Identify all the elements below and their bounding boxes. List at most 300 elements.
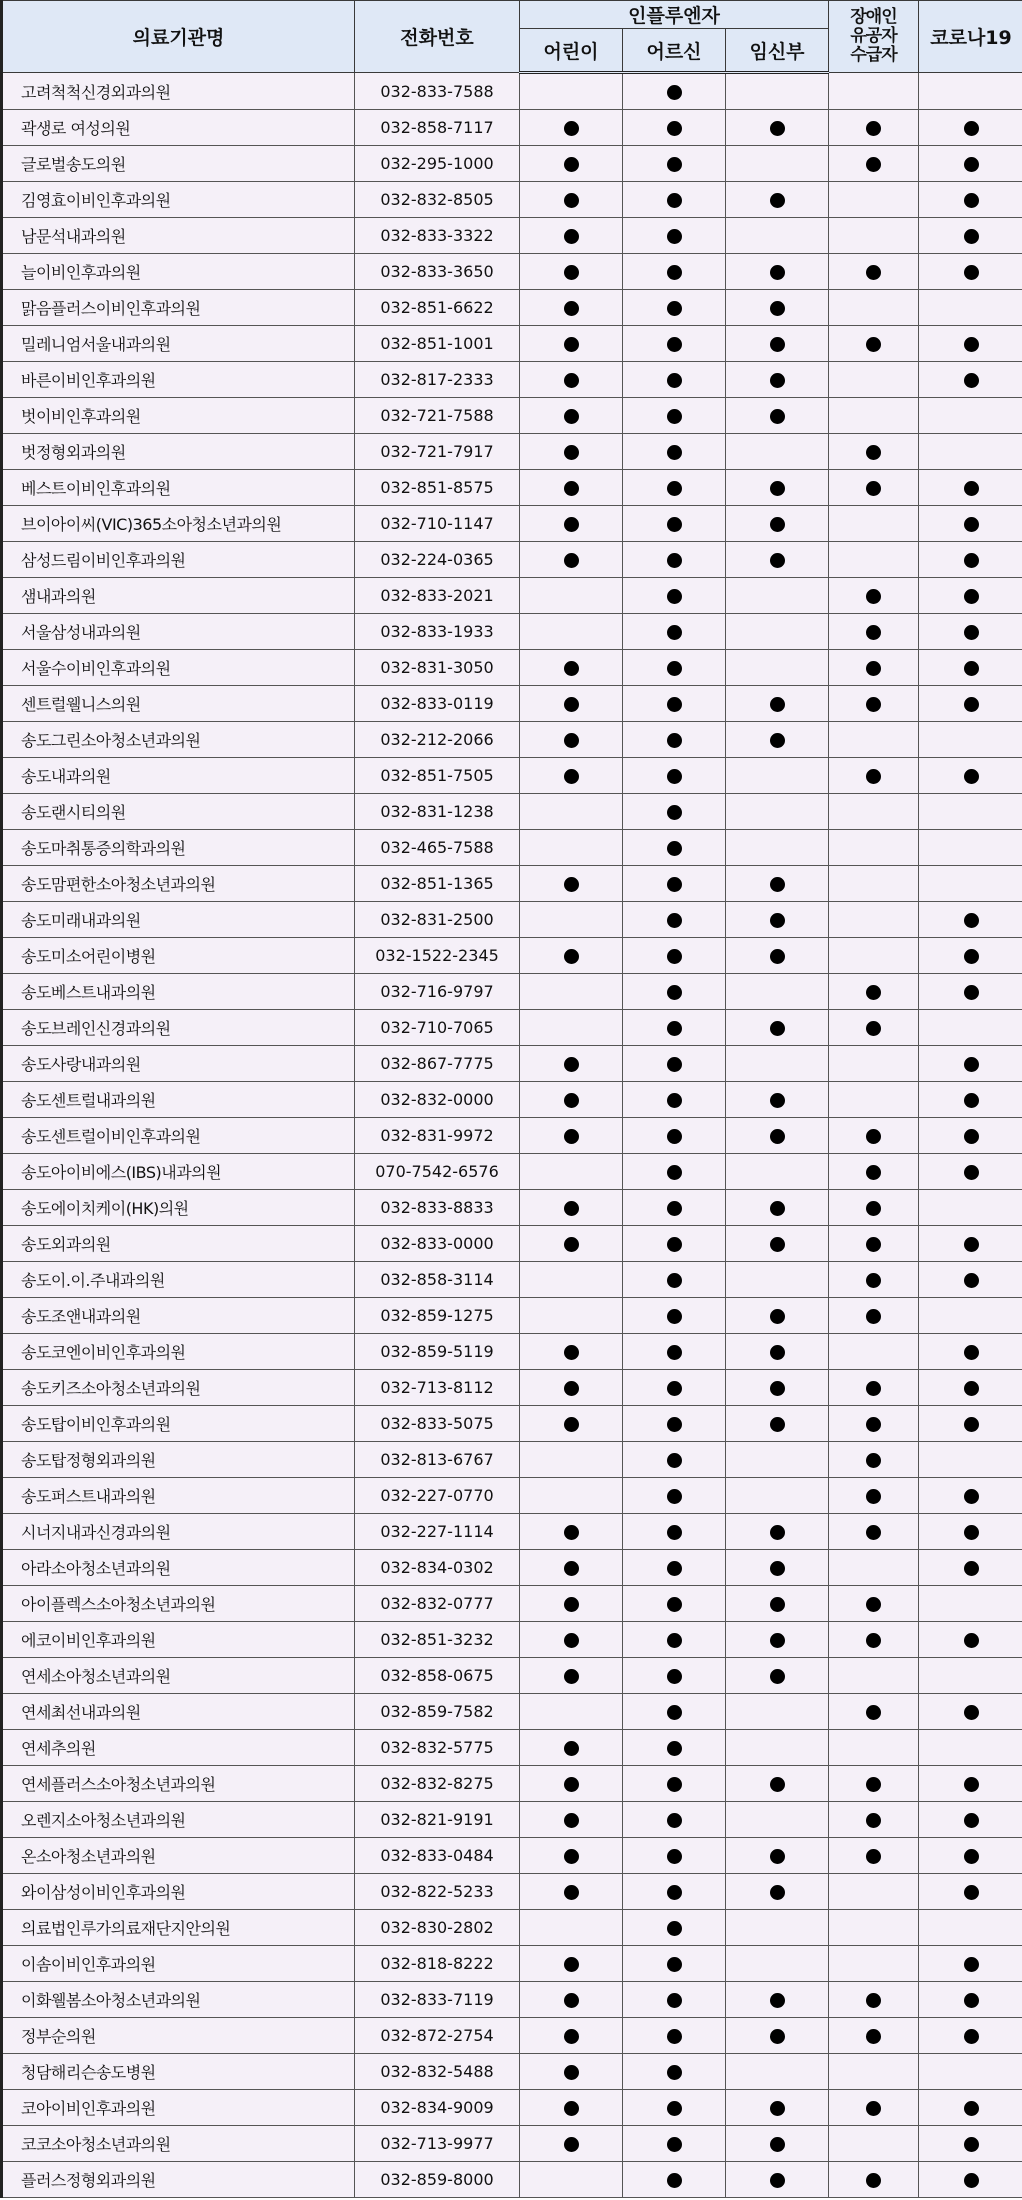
table-row	[2, 1046, 1022, 1082]
header-child: 어린이	[520, 29, 623, 73]
filled-dot-icon	[866, 2173, 881, 2188]
mark-pregnant-cell	[726, 830, 829, 866]
clinic-name: 글로벌송도의원	[2, 146, 355, 182]
clinic-phone: 032-833-0119	[355, 686, 520, 722]
filled-dot-icon	[866, 589, 881, 604]
mark-pregnant-cell	[726, 794, 829, 830]
table-row	[2, 1262, 1022, 1298]
table-row	[2, 938, 1022, 974]
mark-covid-cell	[919, 2054, 1022, 2090]
header-covid: 코로나19	[919, 1, 1022, 73]
table-row	[2, 1442, 1022, 1478]
table-row	[2, 1478, 1022, 1514]
mark-pregnant-cell	[726, 254, 829, 290]
mark-child-cell	[520, 1406, 623, 1442]
filled-dot-icon	[564, 2137, 579, 2152]
header-phone: 전화번호	[355, 1, 520, 73]
clinic-phone: 032-832-8275	[355, 1766, 520, 1802]
table-row	[2, 1838, 1022, 1874]
mark-pregnant-cell	[726, 1550, 829, 1586]
mark-disabled-cell	[829, 1190, 919, 1226]
clinic-name: 오렌지소아청소년과의원	[2, 1802, 355, 1838]
mark-covid-cell	[919, 2162, 1022, 2198]
filled-dot-icon	[964, 949, 979, 964]
mark-covid-cell	[919, 1658, 1022, 1694]
mark-pregnant-cell	[726, 398, 829, 434]
mark-disabled-cell	[829, 1766, 919, 1802]
mark-disabled-cell	[829, 794, 919, 830]
mark-covid-cell	[919, 1910, 1022, 1946]
mark-disabled-cell	[829, 1874, 919, 1910]
clinic-phone: 032-818-8222	[355, 1946, 520, 1982]
mark-disabled-cell	[829, 1298, 919, 1334]
filled-dot-icon	[667, 2137, 682, 2152]
mark-covid-cell	[919, 1946, 1022, 1982]
mark-disabled-cell	[829, 470, 919, 506]
mark-adult-cell	[623, 794, 726, 830]
filled-dot-icon	[964, 481, 979, 496]
mark-child-cell	[520, 902, 623, 938]
clinic-name: 에코이비인후과의원	[2, 1622, 355, 1658]
mark-pregnant-cell	[726, 182, 829, 218]
mark-pregnant-cell	[726, 362, 829, 398]
mark-adult-cell	[623, 758, 726, 794]
mark-child-cell	[520, 146, 623, 182]
mark-child-cell	[520, 1694, 623, 1730]
filled-dot-icon	[564, 1345, 579, 1360]
table-row	[2, 1406, 1022, 1442]
table-row	[2, 1082, 1022, 1118]
mark-pregnant-cell	[726, 1838, 829, 1874]
clinic-phone: 032-465-7588	[355, 830, 520, 866]
mark-pregnant-cell	[726, 1406, 829, 1442]
clinic-phone: 032-224-0365	[355, 542, 520, 578]
mark-disabled-cell	[829, 650, 919, 686]
mark-disabled-cell	[829, 2162, 919, 2198]
filled-dot-icon	[866, 1849, 881, 1864]
clinic-name: 연세소아청소년과의원	[2, 1658, 355, 1694]
mark-adult-cell	[623, 434, 726, 470]
filled-dot-icon	[667, 2101, 682, 2116]
mark-disabled-cell	[829, 254, 919, 290]
clinic-phone: 032-1522-2345	[355, 938, 520, 974]
mark-covid-cell	[919, 2018, 1022, 2054]
mark-disabled-cell	[829, 1982, 919, 2018]
clinic-name: 삼성드림이비인후과의원	[2, 542, 355, 578]
clinic-phone: 032-721-7917	[355, 434, 520, 470]
filled-dot-icon	[667, 121, 682, 136]
table-row	[2, 650, 1022, 686]
mark-child-cell	[520, 686, 623, 722]
mark-disabled-cell	[829, 110, 919, 146]
filled-dot-icon	[667, 2029, 682, 2044]
filled-dot-icon	[866, 1813, 881, 1828]
mark-disabled-cell	[829, 1262, 919, 1298]
filled-dot-icon	[667, 1273, 682, 1288]
filled-dot-icon	[964, 229, 979, 244]
mark-pregnant-cell	[726, 1298, 829, 1334]
mark-pregnant-cell	[726, 1874, 829, 1910]
filled-dot-icon	[564, 697, 579, 712]
mark-child-cell	[520, 506, 623, 542]
filled-dot-icon	[667, 193, 682, 208]
filled-dot-icon	[564, 1597, 579, 1612]
mark-covid-cell	[919, 506, 1022, 542]
mark-covid-cell	[919, 614, 1022, 650]
mark-pregnant-cell	[726, 1082, 829, 1118]
clinic-name: 이화웰봄소아청소년과의원	[2, 1982, 355, 2018]
mark-pregnant-cell	[726, 1622, 829, 1658]
table-row	[2, 2018, 1022, 2054]
filled-dot-icon	[667, 1813, 682, 1828]
mark-disabled-cell	[829, 686, 919, 722]
mark-child-cell	[520, 1982, 623, 2018]
mark-child-cell	[520, 1010, 623, 1046]
filled-dot-icon	[564, 661, 579, 676]
filled-dot-icon	[667, 517, 682, 532]
mark-disabled-cell	[829, 326, 919, 362]
filled-dot-icon	[564, 1813, 579, 1828]
table-row	[2, 794, 1022, 830]
clinic-phone: 032-858-3114	[355, 1262, 520, 1298]
mark-child-cell	[520, 1118, 623, 1154]
table-row	[2, 1982, 1022, 2018]
mark-pregnant-cell	[726, 1226, 829, 1262]
mark-adult-cell	[623, 722, 726, 758]
clinic-phone: 032-859-1275	[355, 1298, 520, 1334]
filled-dot-icon	[770, 193, 785, 208]
mark-disabled-cell	[829, 1838, 919, 1874]
mark-child-cell	[520, 1910, 623, 1946]
mark-covid-cell	[919, 578, 1022, 614]
mark-covid-cell	[919, 1334, 1022, 1370]
clinic-phone: 032-831-9972	[355, 1118, 520, 1154]
mark-adult-cell	[623, 1406, 726, 1442]
filled-dot-icon	[964, 1813, 979, 1828]
mark-pregnant-cell	[726, 1010, 829, 1046]
mark-child-cell	[520, 326, 623, 362]
mark-adult-cell	[623, 866, 726, 902]
clinic-name: 정부순의원	[2, 2018, 355, 2054]
filled-dot-icon	[866, 1633, 881, 1648]
clinic-phone: 032-822-5233	[355, 1874, 520, 1910]
table-row	[2, 146, 1022, 182]
table-row	[2, 2126, 1022, 2162]
filled-dot-icon	[667, 733, 682, 748]
filled-dot-icon	[964, 1525, 979, 1540]
clinic-phone: 032-721-7588	[355, 398, 520, 434]
mark-disabled-cell	[829, 1118, 919, 1154]
mark-covid-cell	[919, 1478, 1022, 1514]
clinic-name: 베스트이비인후과의원	[2, 470, 355, 506]
mark-adult-cell	[623, 1874, 726, 1910]
mark-child-cell	[520, 1082, 623, 1118]
mark-disabled-cell	[829, 1406, 919, 1442]
mark-disabled-cell	[829, 938, 919, 974]
clinic-name: 송도탑이비인후과의원	[2, 1406, 355, 1442]
clinic-phone: 032-833-0484	[355, 1838, 520, 1874]
mark-covid-cell	[919, 1514, 1022, 1550]
mark-covid-cell	[919, 1406, 1022, 1442]
mark-adult-cell	[623, 1442, 726, 1478]
filled-dot-icon	[564, 373, 579, 388]
filled-dot-icon	[564, 193, 579, 208]
mark-pregnant-cell	[726, 614, 829, 650]
mark-disabled-cell	[829, 1622, 919, 1658]
clinic-phone: 032-832-8505	[355, 182, 520, 218]
filled-dot-icon	[866, 1201, 881, 1216]
mark-disabled-cell	[829, 902, 919, 938]
mark-disabled-cell	[829, 758, 919, 794]
table-row	[2, 614, 1022, 650]
filled-dot-icon	[964, 265, 979, 280]
clinic-phone: 032-817-2333	[355, 362, 520, 398]
filled-dot-icon	[667, 481, 682, 496]
table-row	[2, 1874, 1022, 1910]
clinic-name: 송도내과의원	[2, 758, 355, 794]
mark-child-cell	[520, 794, 623, 830]
mark-covid-cell	[919, 290, 1022, 326]
mark-adult-cell	[623, 1334, 726, 1370]
filled-dot-icon	[564, 1417, 579, 1432]
mark-disabled-cell	[829, 2054, 919, 2090]
mark-covid-cell	[919, 1730, 1022, 1766]
clinic-phone: 032-831-1238	[355, 794, 520, 830]
mark-adult-cell	[623, 146, 726, 182]
clinic-phone: 032-212-2066	[355, 722, 520, 758]
clinic-name: 송도외과의원	[2, 1226, 355, 1262]
clinic-phone: 032-834-0302	[355, 1550, 520, 1586]
mark-child-cell	[520, 1370, 623, 1406]
clinic-name: 벗이비인후과의원	[2, 398, 355, 434]
clinic-phone: 032-859-5119	[355, 1334, 520, 1370]
clinic-name: 김영효이비인후과의원	[2, 182, 355, 218]
mark-pregnant-cell	[726, 1334, 829, 1370]
mark-disabled-cell	[829, 1154, 919, 1190]
filled-dot-icon	[564, 2065, 579, 2080]
filled-dot-icon	[564, 1093, 579, 1108]
clinic-name: 곽생로 여성의원	[2, 110, 355, 146]
filled-dot-icon	[770, 913, 785, 928]
mark-adult-cell	[623, 1262, 726, 1298]
filled-dot-icon	[964, 1093, 979, 1108]
table-row	[2, 1910, 1022, 1946]
mark-adult-cell	[623, 1622, 726, 1658]
clinic-phone: 032-833-5075	[355, 1406, 520, 1442]
mark-adult-cell	[623, 1118, 726, 1154]
clinic-phone: 032-851-8575	[355, 470, 520, 506]
filled-dot-icon	[770, 121, 785, 136]
clinic-name: 의료법인루가의료재단지안의원	[2, 1910, 355, 1946]
filled-dot-icon	[564, 1201, 579, 1216]
clinic-phone: 032-833-0000	[355, 1226, 520, 1262]
table-row	[2, 1190, 1022, 1226]
mark-disabled-cell	[829, 1334, 919, 1370]
table-row	[2, 1010, 1022, 1046]
mark-adult-cell	[623, 110, 726, 146]
filled-dot-icon	[667, 1381, 682, 1396]
mark-child-cell	[520, 254, 623, 290]
clinic-name: 센트럴웰니스의원	[2, 686, 355, 722]
filled-dot-icon	[564, 1633, 579, 1648]
mark-pregnant-cell	[726, 1442, 829, 1478]
filled-dot-icon	[667, 1525, 682, 1540]
clinic-name: 송도센트럴내과의원	[2, 1082, 355, 1118]
mark-adult-cell	[623, 182, 726, 218]
mark-pregnant-cell	[726, 73, 829, 110]
filled-dot-icon	[770, 301, 785, 316]
clinic-phone: 032-831-2500	[355, 902, 520, 938]
filled-dot-icon	[964, 1417, 979, 1432]
mark-disabled-cell	[829, 506, 919, 542]
mark-covid-cell	[919, 1298, 1022, 1334]
filled-dot-icon	[667, 1201, 682, 1216]
filled-dot-icon	[667, 1885, 682, 1900]
mark-covid-cell	[919, 722, 1022, 758]
mark-covid-cell	[919, 650, 1022, 686]
mark-pregnant-cell	[726, 1982, 829, 2018]
filled-dot-icon	[866, 1993, 881, 2008]
table-row	[2, 2162, 1022, 2198]
mark-pregnant-cell	[726, 1910, 829, 1946]
mark-adult-cell	[623, 1766, 726, 1802]
mark-child-cell	[520, 974, 623, 1010]
filled-dot-icon	[866, 985, 881, 1000]
filled-dot-icon	[667, 1237, 682, 1252]
filled-dot-icon	[667, 1777, 682, 1792]
clinic-name: 송도에이치케이(HK)의원	[2, 1190, 355, 1226]
clinic-name: 연세플러스소아청소년과의원	[2, 1766, 355, 1802]
mark-child-cell	[520, 470, 623, 506]
filled-dot-icon	[964, 121, 979, 136]
mark-covid-cell	[919, 1190, 1022, 1226]
filled-dot-icon	[564, 877, 579, 892]
mark-disabled-cell	[829, 146, 919, 182]
mark-covid-cell	[919, 110, 1022, 146]
mark-pregnant-cell	[726, 1766, 829, 1802]
mark-child-cell	[520, 1946, 623, 1982]
mark-covid-cell	[919, 1442, 1022, 1478]
mark-disabled-cell	[829, 1010, 919, 1046]
mark-adult-cell	[623, 506, 726, 542]
filled-dot-icon	[964, 769, 979, 784]
filled-dot-icon	[564, 1885, 579, 1900]
mark-child-cell	[520, 110, 623, 146]
filled-dot-icon	[964, 1561, 979, 1576]
filled-dot-icon	[564, 733, 579, 748]
mark-child-cell	[520, 1262, 623, 1298]
table-row	[2, 1586, 1022, 1622]
filled-dot-icon	[564, 1741, 579, 1756]
mark-child-cell	[520, 290, 623, 326]
mark-adult-cell	[623, 1190, 726, 1226]
mark-covid-cell	[919, 794, 1022, 830]
mark-covid-cell	[919, 1766, 1022, 1802]
filled-dot-icon	[964, 1777, 979, 1792]
mark-covid-cell	[919, 1046, 1022, 1082]
filled-dot-icon	[770, 877, 785, 892]
mark-covid-cell	[919, 1226, 1022, 1262]
clinic-phone: 032-867-7775	[355, 1046, 520, 1082]
filled-dot-icon	[564, 1849, 579, 1864]
table-body	[2, 73, 1022, 2198]
filled-dot-icon	[964, 1345, 979, 1360]
filled-dot-icon	[667, 1993, 682, 2008]
filled-dot-icon	[667, 589, 682, 604]
table-row	[2, 542, 1022, 578]
filled-dot-icon	[866, 337, 881, 352]
mark-child-cell	[520, 614, 623, 650]
mark-adult-cell	[623, 830, 726, 866]
filled-dot-icon	[564, 2101, 579, 2116]
clinic-name: 브이아이씨(VIC)365소아청소년과의원	[2, 506, 355, 542]
table-row	[2, 866, 1022, 902]
filled-dot-icon	[964, 1129, 979, 1144]
clinic-name: 송도센트럴이비인후과의원	[2, 1118, 355, 1154]
clinic-phone: 032-831-3050	[355, 650, 520, 686]
mark-disabled-cell	[829, 614, 919, 650]
mark-pregnant-cell	[726, 1730, 829, 1766]
filled-dot-icon	[964, 2173, 979, 2188]
mark-covid-cell	[919, 362, 1022, 398]
mark-pregnant-cell	[726, 686, 829, 722]
filled-dot-icon	[667, 1669, 682, 1684]
clinic-name: 송도조앤내과의원	[2, 1298, 355, 1334]
table-row	[2, 722, 1022, 758]
mark-covid-cell	[919, 1262, 1022, 1298]
filled-dot-icon	[770, 337, 785, 352]
clinic-name: 바른이비인후과의원	[2, 362, 355, 398]
clinic-name: 플러스정형외과의원	[2, 2162, 355, 2198]
mark-adult-cell	[623, 938, 726, 974]
table-row	[2, 470, 1022, 506]
clinic-name: 송도맘편한소아청소년과의원	[2, 866, 355, 902]
filled-dot-icon	[564, 553, 579, 568]
mark-adult-cell	[623, 1838, 726, 1874]
mark-disabled-cell	[829, 1082, 919, 1118]
mark-child-cell	[520, 578, 623, 614]
filled-dot-icon	[667, 1561, 682, 1576]
clinic-name: 연세최선내과의원	[2, 1694, 355, 1730]
table-row	[2, 1514, 1022, 1550]
mark-child-cell	[520, 2126, 623, 2162]
header-pregnant: 임신부	[726, 29, 829, 73]
mark-pregnant-cell	[726, 506, 829, 542]
mark-child-cell	[520, 73, 623, 110]
clinic-name: 송도미소어린이병원	[2, 938, 355, 974]
clinic-phone: 032-227-1114	[355, 1514, 520, 1550]
mark-adult-cell	[623, 218, 726, 254]
table-row	[2, 1694, 1022, 1730]
mark-adult-cell	[623, 1694, 726, 1730]
mark-disabled-cell	[829, 830, 919, 866]
filled-dot-icon	[770, 1561, 785, 1576]
mark-adult-cell	[623, 1982, 726, 2018]
filled-dot-icon	[667, 301, 682, 316]
mark-pregnant-cell	[726, 1118, 829, 1154]
clinic-name: 송도베스트내과의원	[2, 974, 355, 1010]
mark-child-cell	[520, 830, 623, 866]
clinic-phone: 032-710-7065	[355, 1010, 520, 1046]
clinic-phone: 032-851-1365	[355, 866, 520, 902]
filled-dot-icon	[964, 1057, 979, 1072]
clinic-name: 송도미래내과의원	[2, 902, 355, 938]
mark-child-cell	[520, 1514, 623, 1550]
table-row	[2, 326, 1022, 362]
mark-disabled-cell	[829, 2018, 919, 2054]
mark-child-cell	[520, 182, 623, 218]
filled-dot-icon	[770, 2137, 785, 2152]
